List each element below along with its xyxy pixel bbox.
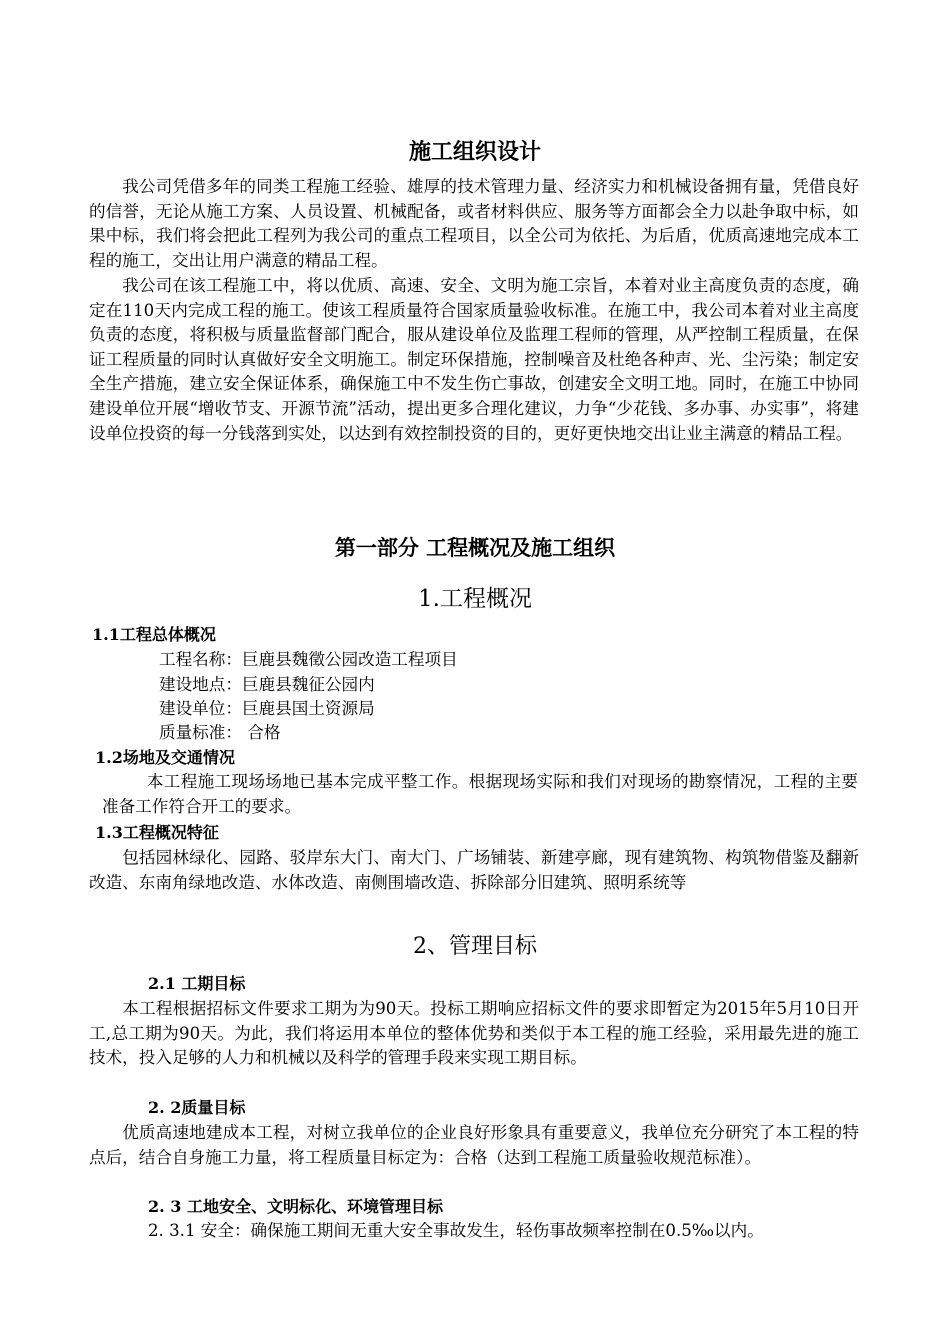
- section-1-title: 1.工程概况: [418, 586, 532, 612]
- subsection-2-1-title: 2.1 工期目标: [148, 974, 246, 993]
- subsection-2-1-text: 本工程根据招标文件要求工期为为90天。投标工期响应招标文件的要求即暂定为2015年5月10日开工,总工期为90天。为此，我们将运用本单位的整体优势和类似于本工程的施工经验，采用最先进的施工技术，投入足够的人力和机械以及科学的管理手段来实现工期目标。: [89, 999, 859, 1068]
- subsection-2-2-title: 2. 2质量目标: [148, 1098, 246, 1117]
- subsection-1-3-text: 包括园林绿化、园路、驳岸东大门、南大门、广场铺装、新建亭廊，现有建筑物、构筑物借鉴及翻新改造、东南角绿地改造、水体改造、南侧围墙改造、拆除部分旧建筑、照明系统等: [89, 848, 859, 892]
- intro-paragraph-2: 我公司在该工程施工中，将以优质、高速、安全、文明为施工宗旨，本着对业主高度负责的态度，确定在110天内完成工程的施工。使该工程质量符合国家质量验收标准。在施工中，我公司本着对业主高度负责的态度，将积极与质量监督部门配合，服从建设单位及监理工程师的管理，从严控制工程质量，在保证工程质量的同时认真做好安全文明施工。制定环保措施，控制噪音及杜绝各种声、光、尘污染；制定安全生产措施，建立安全保证体系，确保施工中不发生伤亡事故，创建安全文明工地。同时，在施工中协同建设单位开展“增收节支、开源节流”活动，提出更多合理化建议，力争“少花钱、多办事、办实事”，将建设单位投资的每一分钱落到实处，以达到有效控制投资的目的，更好更快地交出让业主满意的精品工程。: [89, 276, 859, 443]
- subsection-2-3-1-text: 2. 3.1 安全：确保施工期间无重大安全事故发生，轻伤事故频率控制在0.5‰以内。: [148, 1221, 764, 1240]
- project-site: 建设地点：巨鹿县魏征公园内: [159, 675, 375, 694]
- project-name: 工程名称：巨鹿县魏徵公园改造工程项目: [159, 650, 458, 669]
- section-2-title: 2、管理目标: [413, 934, 537, 959]
- subsection-1-2-title: 1.2场地及交通情况: [95, 748, 235, 767]
- project-owner: 建设单位：巨鹿县国土资源局: [159, 699, 375, 718]
- intro-paragraph-1: 我公司凭借多年的同类工程施工经验、雄厚的技术管理力量、经济实力和机械设备拥有量，凭借良好的信誉，无论从施工方案、人员设置、机械配备，或者材料供应、服务等方面都会全力以赴争取中标，如果中标，我们将会把此工程列为我公司的重点工程项目，以全公司为依托、为后盾，优质高速地完成本工程的施工，交出让用户满意的精品工程。: [89, 177, 859, 270]
- subsection-1-2-text: 本工程施工现场场地已基本完成平整工作。根据现场实际和我们对现场的勘察情况，工程的主要准备工作符合开工的要求。: [102, 772, 858, 816]
- quality-standard: 质量标准： 合格: [159, 723, 281, 742]
- subsection-2-3-title: 2. 3 工地安全、文明标化、环境管理目标: [148, 1197, 443, 1216]
- part-one-title: 第一部分 工程概况及施工组织: [334, 535, 616, 560]
- subsection-1-1-title: 1.1工程总体概况: [92, 625, 216, 644]
- document-title: 施工组织设计: [408, 139, 541, 165]
- subsection-2-2-text: 优质高速地建成本工程，对树立我单位的企业良好形象具有重要意义，我单位充分研究了本工程的特点后，结合自身施工力量，将工程质量目标定为：合格（达到工程施工质量验收规范标准）。: [89, 1123, 859, 1167]
- subsection-1-3-title: 1.3工程概况特征: [95, 823, 219, 842]
